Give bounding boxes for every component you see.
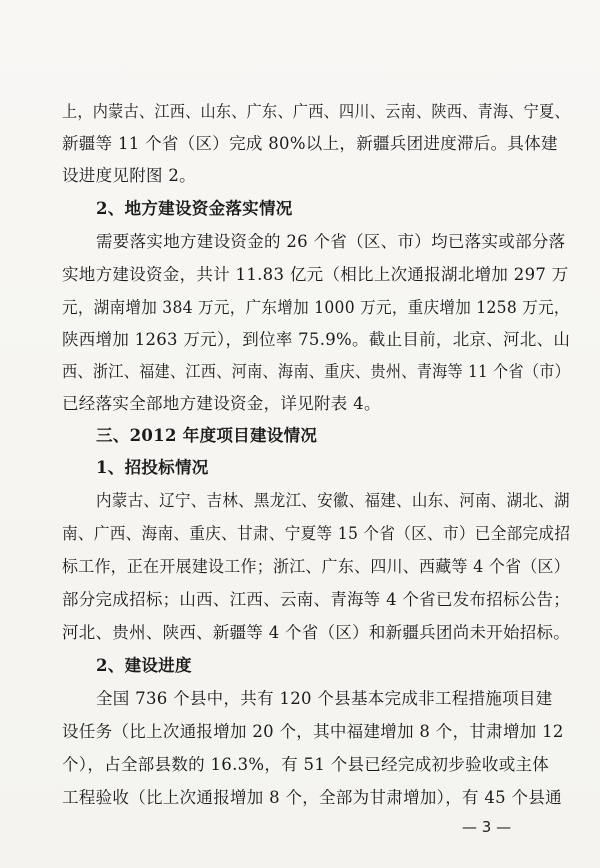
text-line: 已经落实全部地方建设资金，详见附表 4。 bbox=[62, 394, 381, 413]
page-number: — 3 — bbox=[462, 818, 512, 836]
text-line: 南、广西、海南、重庆、甘肃、宁夏等 15 个省（区、市）已全部完成招 bbox=[62, 524, 571, 543]
text-line: 实地方建设资金，共计 11.83 亿元（相比上次通报湖北增加 297 万 bbox=[62, 265, 569, 284]
section-heading: 2、建设进度 bbox=[96, 656, 192, 675]
section-heading: 三、2012 年度项目建设情况 bbox=[96, 426, 318, 445]
text-line: 西、浙江、福建、江西、河南、海南、重庆、贵州、青海等 11 个省（市） bbox=[62, 362, 571, 381]
text-line: 元，湖南增加 384 万元，广东增加 1000 万元，重庆增加 1258 万元， bbox=[62, 298, 570, 317]
section-heading: 2、地方建设资金落实情况 bbox=[96, 199, 293, 218]
text-line: 陕西增加 1263 万元），到位率 75.9%。截止目前，北京、河北、山 bbox=[62, 330, 571, 349]
text-line: 需要落实地方建设资金的 26 个省（区、市）均已落实或部分落 bbox=[96, 232, 566, 251]
text-line: 个），占全部县数的 16.3%，有 51 个县已经完成初步验收或主体 bbox=[62, 755, 550, 774]
section-heading: 1、招投标情况 bbox=[96, 458, 209, 477]
text-line: 设任务（比上次通报增加 20 个，其中福建增加 8 个，甘肃增加 12 bbox=[62, 722, 564, 741]
text-line: 上，内蒙古、江西、山东、广东、广西、四川、云南、陕西、青海、宁夏、 bbox=[62, 102, 570, 121]
text-line: 内蒙古、辽宁、吉林、黑龙江、安徽、福建、山东、河南、湖北、湖 bbox=[96, 491, 570, 510]
text-line: 新疆等 11 个省（区）完成 80%以上，新疆兵团进度滞后。具体建 bbox=[62, 134, 558, 153]
text-line: 标工作，正在开展建设工作；浙江、广东、四川、西藏等 4 个省（区） bbox=[62, 557, 571, 576]
text-line: 工程验收（比上次通报增加 8 个，全部为甘肃增加），有 45 个县通 bbox=[62, 788, 562, 807]
text-line: 设进度见附图 2。 bbox=[62, 166, 196, 185]
text-line: 部分完成招标；山西、江西、云南、青海等 4 个省已发布招标公告； bbox=[62, 590, 571, 609]
text-line: 全国 736 个县中，共有 120 个县基本完成非工程措施项目建 bbox=[96, 689, 553, 708]
text-line: 河北、贵州、陕西、新疆等 4 个省（区）和新疆兵团尚未开始招标。 bbox=[62, 623, 571, 642]
